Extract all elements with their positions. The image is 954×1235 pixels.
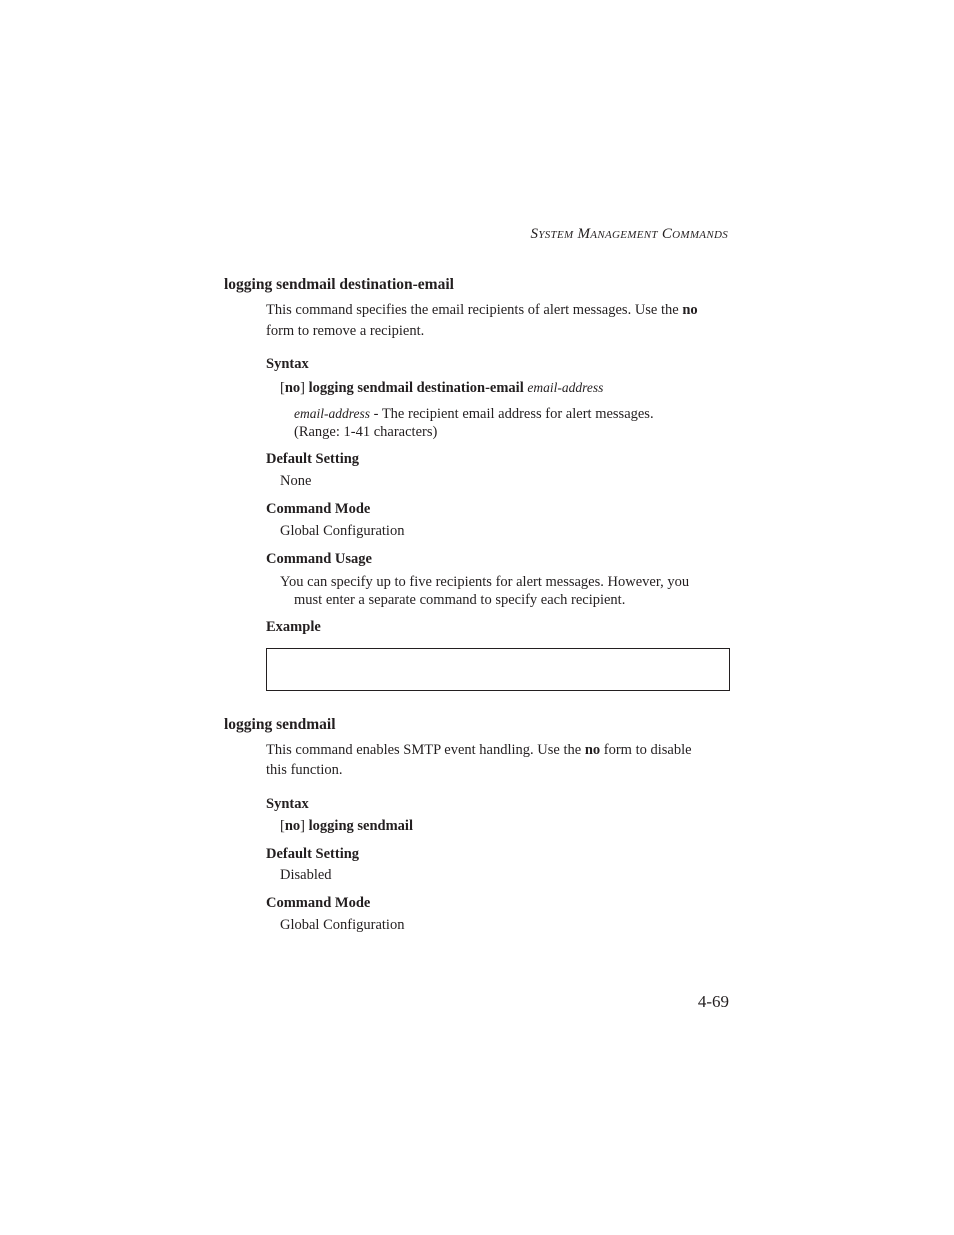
keyword-no: no	[584, 742, 601, 758]
default-setting-label: Default Setting	[266, 451, 360, 467]
command-mode-value: Global Configuration	[280, 917, 405, 933]
parameter-name: email-address	[527, 380, 604, 395]
syntax-label: Syntax	[266, 356, 309, 372]
default-setting-label: Default Setting	[266, 846, 360, 862]
keyword-no: no	[682, 302, 698, 318]
usage-line2: must enter a separate command to specify each recipient.	[294, 592, 626, 608]
section-title-destination-email: logging sendmail destination-email	[224, 276, 454, 293]
default-setting-value: None	[280, 473, 312, 489]
default-setting-value: Disabled	[280, 867, 332, 883]
syntax-line	[280, 816, 413, 837]
command-name: logging sendmail	[308, 818, 413, 834]
syntax-label: Syntax	[266, 796, 309, 812]
running-header: System Management Commands	[530, 226, 728, 242]
parameter-range: (Range: 1-41 characters)	[294, 424, 438, 440]
parameter-text: - The recipient email address for alert messages.	[370, 406, 654, 422]
syntax-line	[280, 377, 603, 399]
command-mode-label: Command Mode	[266, 501, 371, 517]
example-label: Example	[266, 619, 321, 635]
section1-description-line2: form to remove a recipient.	[266, 323, 425, 339]
bracket-open: [	[280, 818, 285, 834]
keyword-no: no	[284, 818, 301, 834]
bracket-close: ]	[300, 818, 309, 834]
description-text: This command enables SMTP event handling. Use the	[266, 742, 585, 758]
command-name: logging sendmail destination-email	[308, 380, 524, 396]
example-code-box	[266, 648, 730, 691]
usage-line1: You can specify up to five recipients for alert messages. However, you	[280, 574, 690, 590]
section2-description-line2: this function.	[266, 762, 343, 778]
command-usage-label: Command Usage	[266, 551, 372, 567]
section1-description-line1	[266, 300, 698, 321]
bracket-close: ]	[300, 380, 309, 396]
bracket-open: [	[280, 380, 285, 396]
command-mode-value: Global Configuration	[280, 523, 405, 539]
command-mode-label: Command Mode	[266, 895, 371, 911]
keyword-no: no	[284, 380, 301, 396]
section-title-logging-sendmail: logging sendmail	[224, 716, 336, 733]
page-number: 4-69	[697, 992, 729, 1011]
description-text-post: form to disable	[600, 742, 692, 758]
description-text: This command specifies the email recipients of alert messages. Use the	[266, 302, 683, 318]
parameter-name: email-address	[294, 406, 370, 421]
section2-description-line1	[266, 740, 692, 761]
